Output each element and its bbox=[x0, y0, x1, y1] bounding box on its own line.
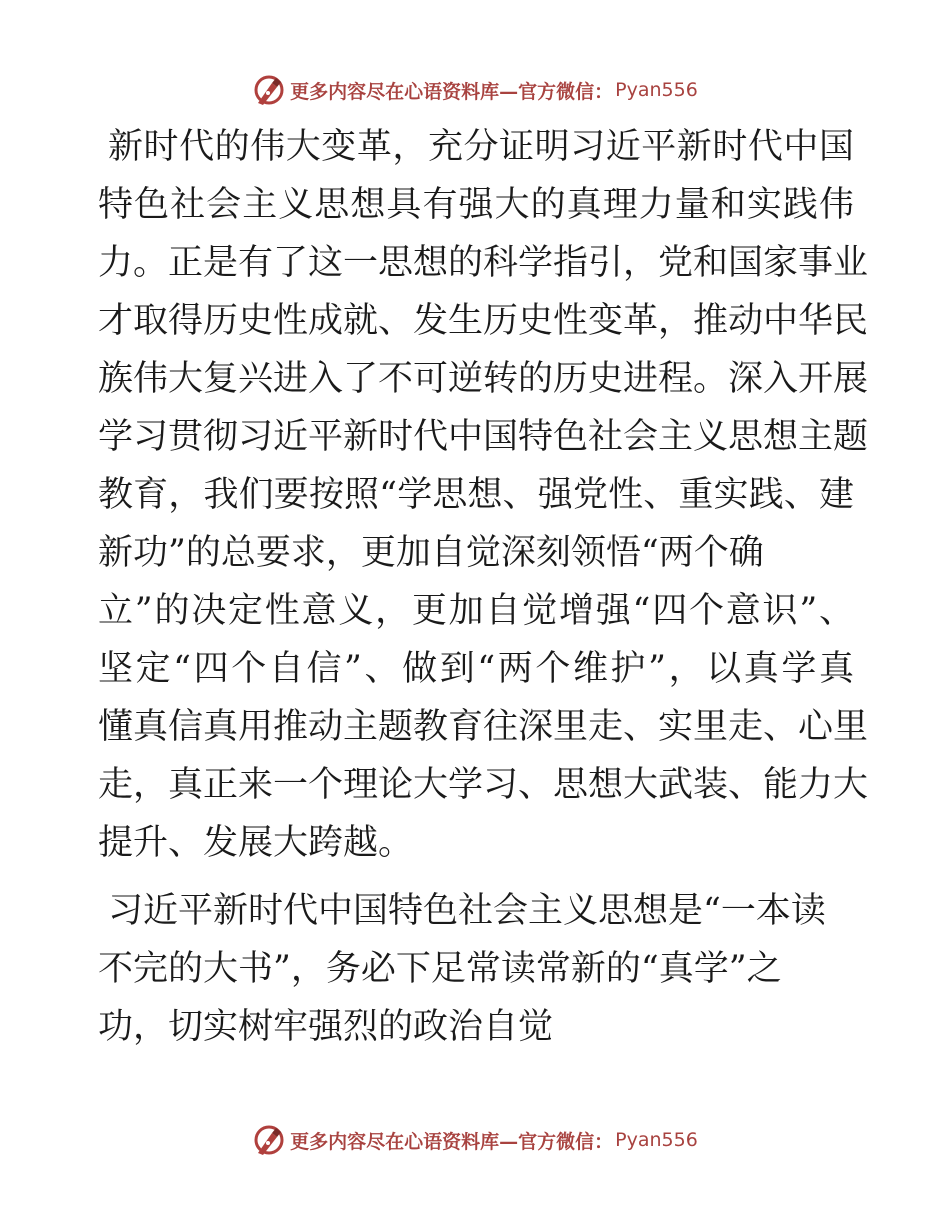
text-line: 习近平新时代中国特色社会主义思想是“一本读 bbox=[108, 891, 826, 931]
text-line: 教育，我们要按照“学思想、强党性、重实践、建 bbox=[98, 475, 854, 515]
paragraph-1 bbox=[98, 118, 869, 872]
text-line: 不完的大书”，务必下足常读常新的“真学”之 bbox=[98, 949, 782, 989]
text-line: 才取得历史性成就、发生历史性变革，推动中华民 bbox=[98, 301, 869, 341]
wechat-handle: Pyan556 bbox=[615, 79, 698, 101]
banner-text: 更多内容尽在心语资料库—官方微信： bbox=[290, 1130, 614, 1153]
paragraph-2 bbox=[98, 882, 854, 1056]
text-line: 坚定“四个自信”、做到“两个维护”，以真学真 bbox=[98, 649, 854, 689]
text-line: 新功”的总要求，更加自觉深刻领悟“两个确 bbox=[98, 533, 764, 573]
logo-icon bbox=[252, 73, 286, 107]
text-line: 力。正是有了这一思想的科学指引，党和国家事业 bbox=[98, 243, 869, 283]
text-line: 提升、发展大跨越。 bbox=[98, 823, 414, 863]
wechat-handle: Pyan556 bbox=[615, 1129, 698, 1151]
footer-banner bbox=[0, 1120, 950, 1160]
text-line: 特色社会主义思想具有强大的真理力量和实践伟 bbox=[98, 185, 854, 225]
text-line: 走，真正来一个理论大学习、思想大武装、能力大 bbox=[98, 765, 869, 805]
text-line: 懂真信真用推动主题教育往深里走、实里走、心里 bbox=[98, 707, 869, 747]
text-line: 立”的决定性意义，更加自觉增强“四个意识”、 bbox=[98, 591, 854, 631]
logo-icon bbox=[252, 1123, 286, 1157]
text-line: 学习贯彻习近平新时代中国特色社会主义思想主题 bbox=[98, 417, 869, 457]
text-line: 族伟大复兴进入了不可逆转的历史进程。深入开展 bbox=[98, 359, 869, 399]
text-line: 功，切实树牢强烈的政治自觉 bbox=[98, 1007, 554, 1047]
text-line: 新时代的伟大变革，充分证明习近平新时代中国 bbox=[108, 127, 854, 167]
header-banner bbox=[0, 70, 950, 110]
banner-text: 更多内容尽在心语资料库—官方微信： bbox=[290, 80, 614, 103]
document-body bbox=[98, 118, 869, 1056]
